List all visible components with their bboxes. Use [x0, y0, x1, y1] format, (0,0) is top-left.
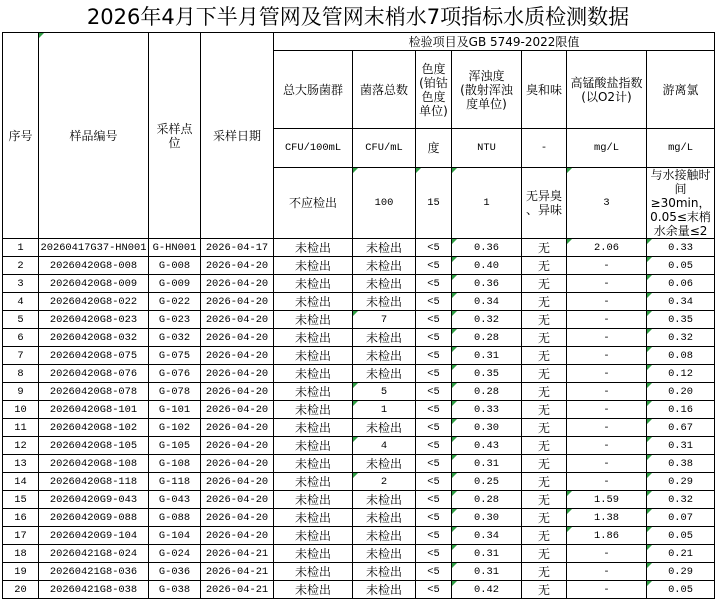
cell-total-coliform: 未检出	[274, 329, 353, 347]
cell-total-coliform: 未检出	[274, 509, 353, 527]
cell-sampling-date: 2026-04-21	[201, 563, 274, 581]
cell-permanganate-index: -	[567, 581, 647, 599]
cell-free-chlorine: 0.32	[647, 329, 715, 347]
cell-permanganate-index: -	[567, 563, 647, 581]
table-row	[3, 437, 715, 455]
cell-seq: 1	[3, 239, 39, 257]
cell-sampling-site: G-076	[149, 365, 201, 383]
cell-turbidity: 0.31	[452, 455, 522, 473]
cell-chromaticity: <5	[416, 545, 452, 563]
cell-colony-count: 未检出	[353, 455, 416, 473]
cell-colony-count: 未检出	[353, 365, 416, 383]
cell-chromaticity: <5	[416, 365, 452, 383]
cell-odor-taste: 无	[522, 311, 567, 329]
cell-chromaticity: <5	[416, 347, 452, 365]
cell-total-coliform: 未检出	[274, 239, 353, 257]
cell-total-coliform: 未检出	[274, 581, 353, 599]
cell-total-coliform: 未检出	[274, 437, 353, 455]
cell-free-chlorine: 0.33	[647, 239, 715, 257]
cell-sampling-date: 2026-04-20	[201, 491, 274, 509]
cell-chromaticity: <5	[416, 581, 452, 599]
cell-odor-taste: 无	[522, 257, 567, 275]
unit-free-chlorine: mg/L	[647, 129, 715, 168]
cell-permanganate-index: -	[567, 455, 647, 473]
cell-sampling-date: 2026-04-20	[201, 365, 274, 383]
cell-colony-count: 未检出	[353, 563, 416, 581]
cell-colony-count: 5	[353, 383, 416, 401]
cell-colony-count: 2	[353, 473, 416, 491]
indicator-name-chromaticity: 色度 (铂钴 色度 单位)	[416, 51, 452, 129]
cell-permanganate-index: -	[567, 419, 647, 437]
table-row	[3, 473, 715, 491]
limit-chromaticity: 15	[416, 168, 452, 239]
cell-seq: 17	[3, 527, 39, 545]
cell-seq: 11	[3, 419, 39, 437]
cell-odor-taste: 无	[522, 473, 567, 491]
cell-turbidity: 0.35	[452, 365, 522, 383]
cell-sampling-date: 2026-04-20	[201, 329, 274, 347]
cell-permanganate-index: 1.86	[567, 527, 647, 545]
cell-colony-count: 4	[353, 437, 416, 455]
cell-sampling-date: 2026-04-20	[201, 347, 274, 365]
unit-permanganate-index: mg/L	[567, 129, 647, 168]
cell-permanganate-index: -	[567, 257, 647, 275]
cell-sample-id: 20260420G8-102	[39, 419, 149, 437]
cell-seq: 16	[3, 509, 39, 527]
cell-turbidity: 0.28	[452, 383, 522, 401]
cell-sampling-date: 2026-04-20	[201, 455, 274, 473]
cell-chromaticity: <5	[416, 527, 452, 545]
cell-chromaticity: <5	[416, 473, 452, 491]
cell-colony-count: 未检出	[353, 329, 416, 347]
unit-total-coliform: CFU/100mL	[274, 129, 353, 168]
cell-sample-id: 20260421G8-038	[39, 581, 149, 599]
table-row	[3, 419, 715, 437]
cell-free-chlorine: 0.05	[647, 527, 715, 545]
cell-sampling-site: G-105	[149, 437, 201, 455]
cell-total-coliform: 未检出	[274, 491, 353, 509]
cell-seq: 18	[3, 545, 39, 563]
cell-odor-taste: 无	[522, 383, 567, 401]
cell-turbidity: 0.36	[452, 275, 522, 293]
cell-sampling-site: G-HN001	[149, 239, 201, 257]
cell-turbidity: 0.28	[452, 491, 522, 509]
cell-sampling-site: G-009	[149, 275, 201, 293]
cell-sampling-site: G-102	[149, 419, 201, 437]
cell-odor-taste: 无	[522, 455, 567, 473]
cell-odor-taste: 无	[522, 329, 567, 347]
cell-seq: 10	[3, 401, 39, 419]
cell-sampling-date: 2026-04-20	[201, 275, 274, 293]
cell-total-coliform: 未检出	[274, 473, 353, 491]
cell-seq: 5	[3, 311, 39, 329]
cell-free-chlorine: 0.06	[647, 275, 715, 293]
cell-seq: 13	[3, 455, 39, 473]
header-sampling-site: 采样点 位	[149, 33, 201, 239]
cell-sample-id: 20260420G8-008	[39, 257, 149, 275]
cell-permanganate-index: 1.38	[567, 509, 647, 527]
table-row	[3, 401, 715, 419]
cell-chromaticity: <5	[416, 455, 452, 473]
cell-seq: 7	[3, 347, 39, 365]
cell-sample-id: 20260420G8-101	[39, 401, 149, 419]
cell-sampling-site: G-032	[149, 329, 201, 347]
cell-odor-taste: 无	[522, 347, 567, 365]
cell-total-coliform: 未检出	[274, 527, 353, 545]
cell-odor-taste: 无	[522, 509, 567, 527]
limit-colony-count: 100	[353, 168, 416, 239]
cell-sample-id: 20260420G8-118	[39, 473, 149, 491]
cell-turbidity: 0.33	[452, 401, 522, 419]
header-sampling-date: 采样日期	[201, 33, 274, 239]
cell-turbidity: 0.28	[452, 329, 522, 347]
cell-total-coliform: 未检出	[274, 347, 353, 365]
cell-sampling-date: 2026-04-20	[201, 527, 274, 545]
cell-turbidity: 0.40	[452, 257, 522, 275]
cell-sampling-date: 2026-04-21	[201, 581, 274, 599]
cell-sample-id: 20260420G8-108	[39, 455, 149, 473]
cell-free-chlorine: 0.38	[647, 455, 715, 473]
cell-sample-id: 20260420G9-088	[39, 509, 149, 527]
cell-sample-id: 20260420G8-009	[39, 275, 149, 293]
cell-chromaticity: <5	[416, 437, 452, 455]
cell-free-chlorine: 0.20	[647, 383, 715, 401]
cell-chromaticity: <5	[416, 563, 452, 581]
cell-odor-taste: 无	[522, 437, 567, 455]
cell-free-chlorine: 0.67	[647, 419, 715, 437]
cell-colony-count: 未检出	[353, 347, 416, 365]
unit-chromaticity: 度	[416, 129, 452, 168]
cell-free-chlorine: 0.05	[647, 257, 715, 275]
cell-total-coliform: 未检出	[274, 293, 353, 311]
cell-sample-id: 20260417G37-HN001	[39, 239, 149, 257]
cell-sampling-date: 2026-04-20	[201, 437, 274, 455]
cell-sampling-site: G-008	[149, 257, 201, 275]
cell-odor-taste: 无	[522, 293, 567, 311]
cell-chromaticity: <5	[416, 383, 452, 401]
cell-seq: 6	[3, 329, 39, 347]
limit-free-chlorine: 与水接触时 间≥30min， 0.05≤末梢 水余量≤2	[647, 168, 715, 239]
cell-turbidity: 0.36	[452, 239, 522, 257]
cell-sampling-site: G-043	[149, 491, 201, 509]
cell-sampling-date: 2026-04-20	[201, 473, 274, 491]
cell-free-chlorine: 0.21	[647, 545, 715, 563]
cell-sample-id: 20260420G9-043	[39, 491, 149, 509]
cell-turbidity: 0.31	[452, 563, 522, 581]
header-seq: 序号	[3, 33, 39, 239]
table-row	[3, 491, 715, 509]
cell-colony-count: 未检出	[353, 491, 416, 509]
cell-sampling-site: G-088	[149, 509, 201, 527]
cell-permanganate-index: -	[567, 311, 647, 329]
cell-chromaticity: <5	[416, 401, 452, 419]
cell-seq: 12	[3, 437, 39, 455]
cell-sample-id: 20260420G8-023	[39, 311, 149, 329]
cell-sample-id: 20260420G8-105	[39, 437, 149, 455]
cell-chromaticity: <5	[416, 419, 452, 437]
cell-turbidity: 0.32	[452, 311, 522, 329]
cell-chromaticity: <5	[416, 275, 452, 293]
cell-sampling-date: 2026-04-20	[201, 401, 274, 419]
cell-chromaticity: <5	[416, 257, 452, 275]
cell-turbidity: 0.34	[452, 293, 522, 311]
cell-seq: 20	[3, 581, 39, 599]
cell-odor-taste: 无	[522, 275, 567, 293]
cell-odor-taste: 无	[522, 365, 567, 383]
cell-free-chlorine: 0.12	[647, 365, 715, 383]
cell-total-coliform: 未检出	[274, 311, 353, 329]
table-row	[3, 383, 715, 401]
indicator-name-permanganate-index: 高锰酸盐指数 (以O2计)	[567, 51, 647, 129]
table-row	[3, 347, 715, 365]
page-title: 2026年4月下半月管网及管网末梢水7项指标水质检测数据	[86, 5, 630, 29]
cell-seq: 9	[3, 383, 39, 401]
cell-permanganate-index: -	[567, 545, 647, 563]
table-row	[3, 311, 715, 329]
indicator-name-total-coliform: 总大肠菌群	[274, 51, 353, 129]
cell-permanganate-index: 2.06	[567, 239, 647, 257]
cell-permanganate-index: -	[567, 329, 647, 347]
cell-sampling-site: G-078	[149, 383, 201, 401]
table-row	[3, 509, 715, 527]
cell-sampling-site: G-104	[149, 527, 201, 545]
cell-permanganate-index: -	[567, 473, 647, 491]
cell-colony-count: 未检出	[353, 275, 416, 293]
cell-sample-id: 20260420G8-022	[39, 293, 149, 311]
cell-sampling-site: G-075	[149, 347, 201, 365]
table-row	[3, 581, 715, 599]
table-row	[3, 293, 715, 311]
cell-turbidity: 0.30	[452, 509, 522, 527]
header-row-group	[3, 33, 715, 51]
cell-free-chlorine: 0.29	[647, 563, 715, 581]
cell-sampling-date: 2026-04-17	[201, 239, 274, 257]
cell-odor-taste: 无	[522, 545, 567, 563]
cell-turbidity: 0.34	[452, 527, 522, 545]
cell-sampling-date: 2026-04-20	[201, 419, 274, 437]
cell-seq: 4	[3, 293, 39, 311]
cell-total-coliform: 未检出	[274, 383, 353, 401]
cell-sample-id: 20260421G8-024	[39, 545, 149, 563]
cell-chromaticity: <5	[416, 293, 452, 311]
cell-seq: 3	[3, 275, 39, 293]
cell-permanganate-index: -	[567, 293, 647, 311]
cell-sampling-site: G-024	[149, 545, 201, 563]
cell-colony-count: 1	[353, 401, 416, 419]
cell-permanganate-index: -	[567, 275, 647, 293]
cell-total-coliform: 未检出	[274, 401, 353, 419]
cell-sampling-site: G-101	[149, 401, 201, 419]
cell-turbidity: 0.31	[452, 545, 522, 563]
cell-colony-count: 未检出	[353, 545, 416, 563]
cell-free-chlorine: 0.31	[647, 437, 715, 455]
cell-permanganate-index: -	[567, 383, 647, 401]
table-row	[3, 257, 715, 275]
cell-chromaticity: <5	[416, 329, 452, 347]
cell-sampling-site: G-022	[149, 293, 201, 311]
cell-sample-id: 20260420G9-104	[39, 527, 149, 545]
cell-colony-count: 未检出	[353, 257, 416, 275]
cell-sampling-date: 2026-04-20	[201, 509, 274, 527]
cell-sample-id: 20260420G8-032	[39, 329, 149, 347]
indicator-name-free-chlorine: 游离氯	[647, 51, 715, 129]
table-row	[3, 365, 715, 383]
cell-odor-taste: 无	[522, 563, 567, 581]
cell-total-coliform: 未检出	[274, 365, 353, 383]
cell-sampling-date: 2026-04-20	[201, 383, 274, 401]
limit-turbidity: 1	[452, 168, 522, 239]
cell-odor-taste: 无	[522, 401, 567, 419]
cell-permanganate-index: -	[567, 401, 647, 419]
cell-total-coliform: 未检出	[274, 257, 353, 275]
limit-total-coliform: 不应检出	[274, 168, 353, 239]
table-row	[3, 545, 715, 563]
cell-chromaticity: <5	[416, 491, 452, 509]
cell-chromaticity: <5	[416, 509, 452, 527]
cell-free-chlorine: 0.07	[647, 509, 715, 527]
table-row	[3, 527, 715, 545]
cell-odor-taste: 无	[522, 527, 567, 545]
indicator-name-odor-taste: 臭和味	[522, 51, 567, 129]
cell-turbidity: 0.43	[452, 437, 522, 455]
cell-seq: 2	[3, 257, 39, 275]
table-row	[3, 239, 715, 257]
cell-odor-taste: 无	[522, 491, 567, 509]
cell-permanganate-index: -	[567, 347, 647, 365]
cell-odor-taste: 无	[522, 581, 567, 599]
cell-odor-taste: 无	[522, 419, 567, 437]
cell-colony-count: 未检出	[353, 581, 416, 599]
cell-sample-id: 20260421G8-036	[39, 563, 149, 581]
cell-free-chlorine: 0.34	[647, 293, 715, 311]
cell-seq: 19	[3, 563, 39, 581]
header-sample-id: 样品编号	[39, 33, 149, 239]
cell-total-coliform: 未检出	[274, 563, 353, 581]
cell-sampling-date: 2026-04-21	[201, 545, 274, 563]
cell-sample-id: 20260420G8-075	[39, 347, 149, 365]
cell-turbidity: 0.30	[452, 419, 522, 437]
cell-free-chlorine: 0.35	[647, 311, 715, 329]
limit-permanganate-index: 3	[567, 168, 647, 239]
cell-turbidity: 0.31	[452, 347, 522, 365]
unit-turbidity: NTU	[452, 129, 522, 168]
cell-seq: 15	[3, 491, 39, 509]
cell-free-chlorine: 0.05	[647, 581, 715, 599]
cell-colony-count: 未检出	[353, 419, 416, 437]
cell-sampling-date: 2026-04-20	[201, 311, 274, 329]
cell-odor-taste: 无	[522, 239, 567, 257]
cell-colony-count: 未检出	[353, 239, 416, 257]
unit-colony-count: CFU/mL	[353, 129, 416, 168]
cell-seq: 14	[3, 473, 39, 491]
cell-sampling-site: G-036	[149, 563, 201, 581]
table-header	[3, 33, 715, 239]
table-row	[3, 329, 715, 347]
cell-sampling-site: G-118	[149, 473, 201, 491]
cell-sampling-site: G-108	[149, 455, 201, 473]
cell-total-coliform: 未检出	[274, 419, 353, 437]
cell-permanganate-index: 1.59	[567, 491, 647, 509]
indicator-name-turbidity: 浑浊度 (散射浑浊 度单位)	[452, 51, 522, 129]
cell-chromaticity: <5	[416, 239, 452, 257]
cell-permanganate-index: -	[567, 365, 647, 383]
cell-turbidity: 0.25	[452, 473, 522, 491]
cell-colony-count: 未检出	[353, 293, 416, 311]
cell-total-coliform: 未检出	[274, 545, 353, 563]
unit-odor-taste: -	[522, 129, 567, 168]
cell-colony-count: 未检出	[353, 527, 416, 545]
cell-total-coliform: 未检出	[274, 455, 353, 473]
data-rows	[3, 239, 715, 599]
cell-sample-id: 20260420G8-078	[39, 383, 149, 401]
cell-colony-count: 7	[353, 311, 416, 329]
table-row	[3, 275, 715, 293]
cell-sampling-site: G-038	[149, 581, 201, 599]
table-row	[3, 563, 715, 581]
cell-free-chlorine: 0.29	[647, 473, 715, 491]
cell-turbidity: 0.42	[452, 581, 522, 599]
limit-odor-taste: 无异臭 、异味	[522, 168, 567, 239]
cell-sample-id: 20260420G8-076	[39, 365, 149, 383]
cell-sampling-date: 2026-04-20	[201, 257, 274, 275]
cell-free-chlorine: 0.08	[647, 347, 715, 365]
indicator-name-colony-count: 菌落总数	[353, 51, 416, 129]
cell-chromaticity: <5	[416, 311, 452, 329]
cell-free-chlorine: 0.32	[647, 491, 715, 509]
indicator-group-header: 检验项目及GB 5749-2022限值	[274, 33, 715, 51]
cell-colony-count: 未检出	[353, 509, 416, 527]
water-quality-table	[2, 32, 715, 599]
table-row	[3, 455, 715, 473]
cell-permanganate-index: -	[567, 437, 647, 455]
cell-total-coliform: 未检出	[274, 275, 353, 293]
cell-free-chlorine: 0.16	[647, 401, 715, 419]
cell-seq: 8	[3, 365, 39, 383]
cell-sampling-site: G-023	[149, 311, 201, 329]
cell-sampling-date: 2026-04-20	[201, 293, 274, 311]
